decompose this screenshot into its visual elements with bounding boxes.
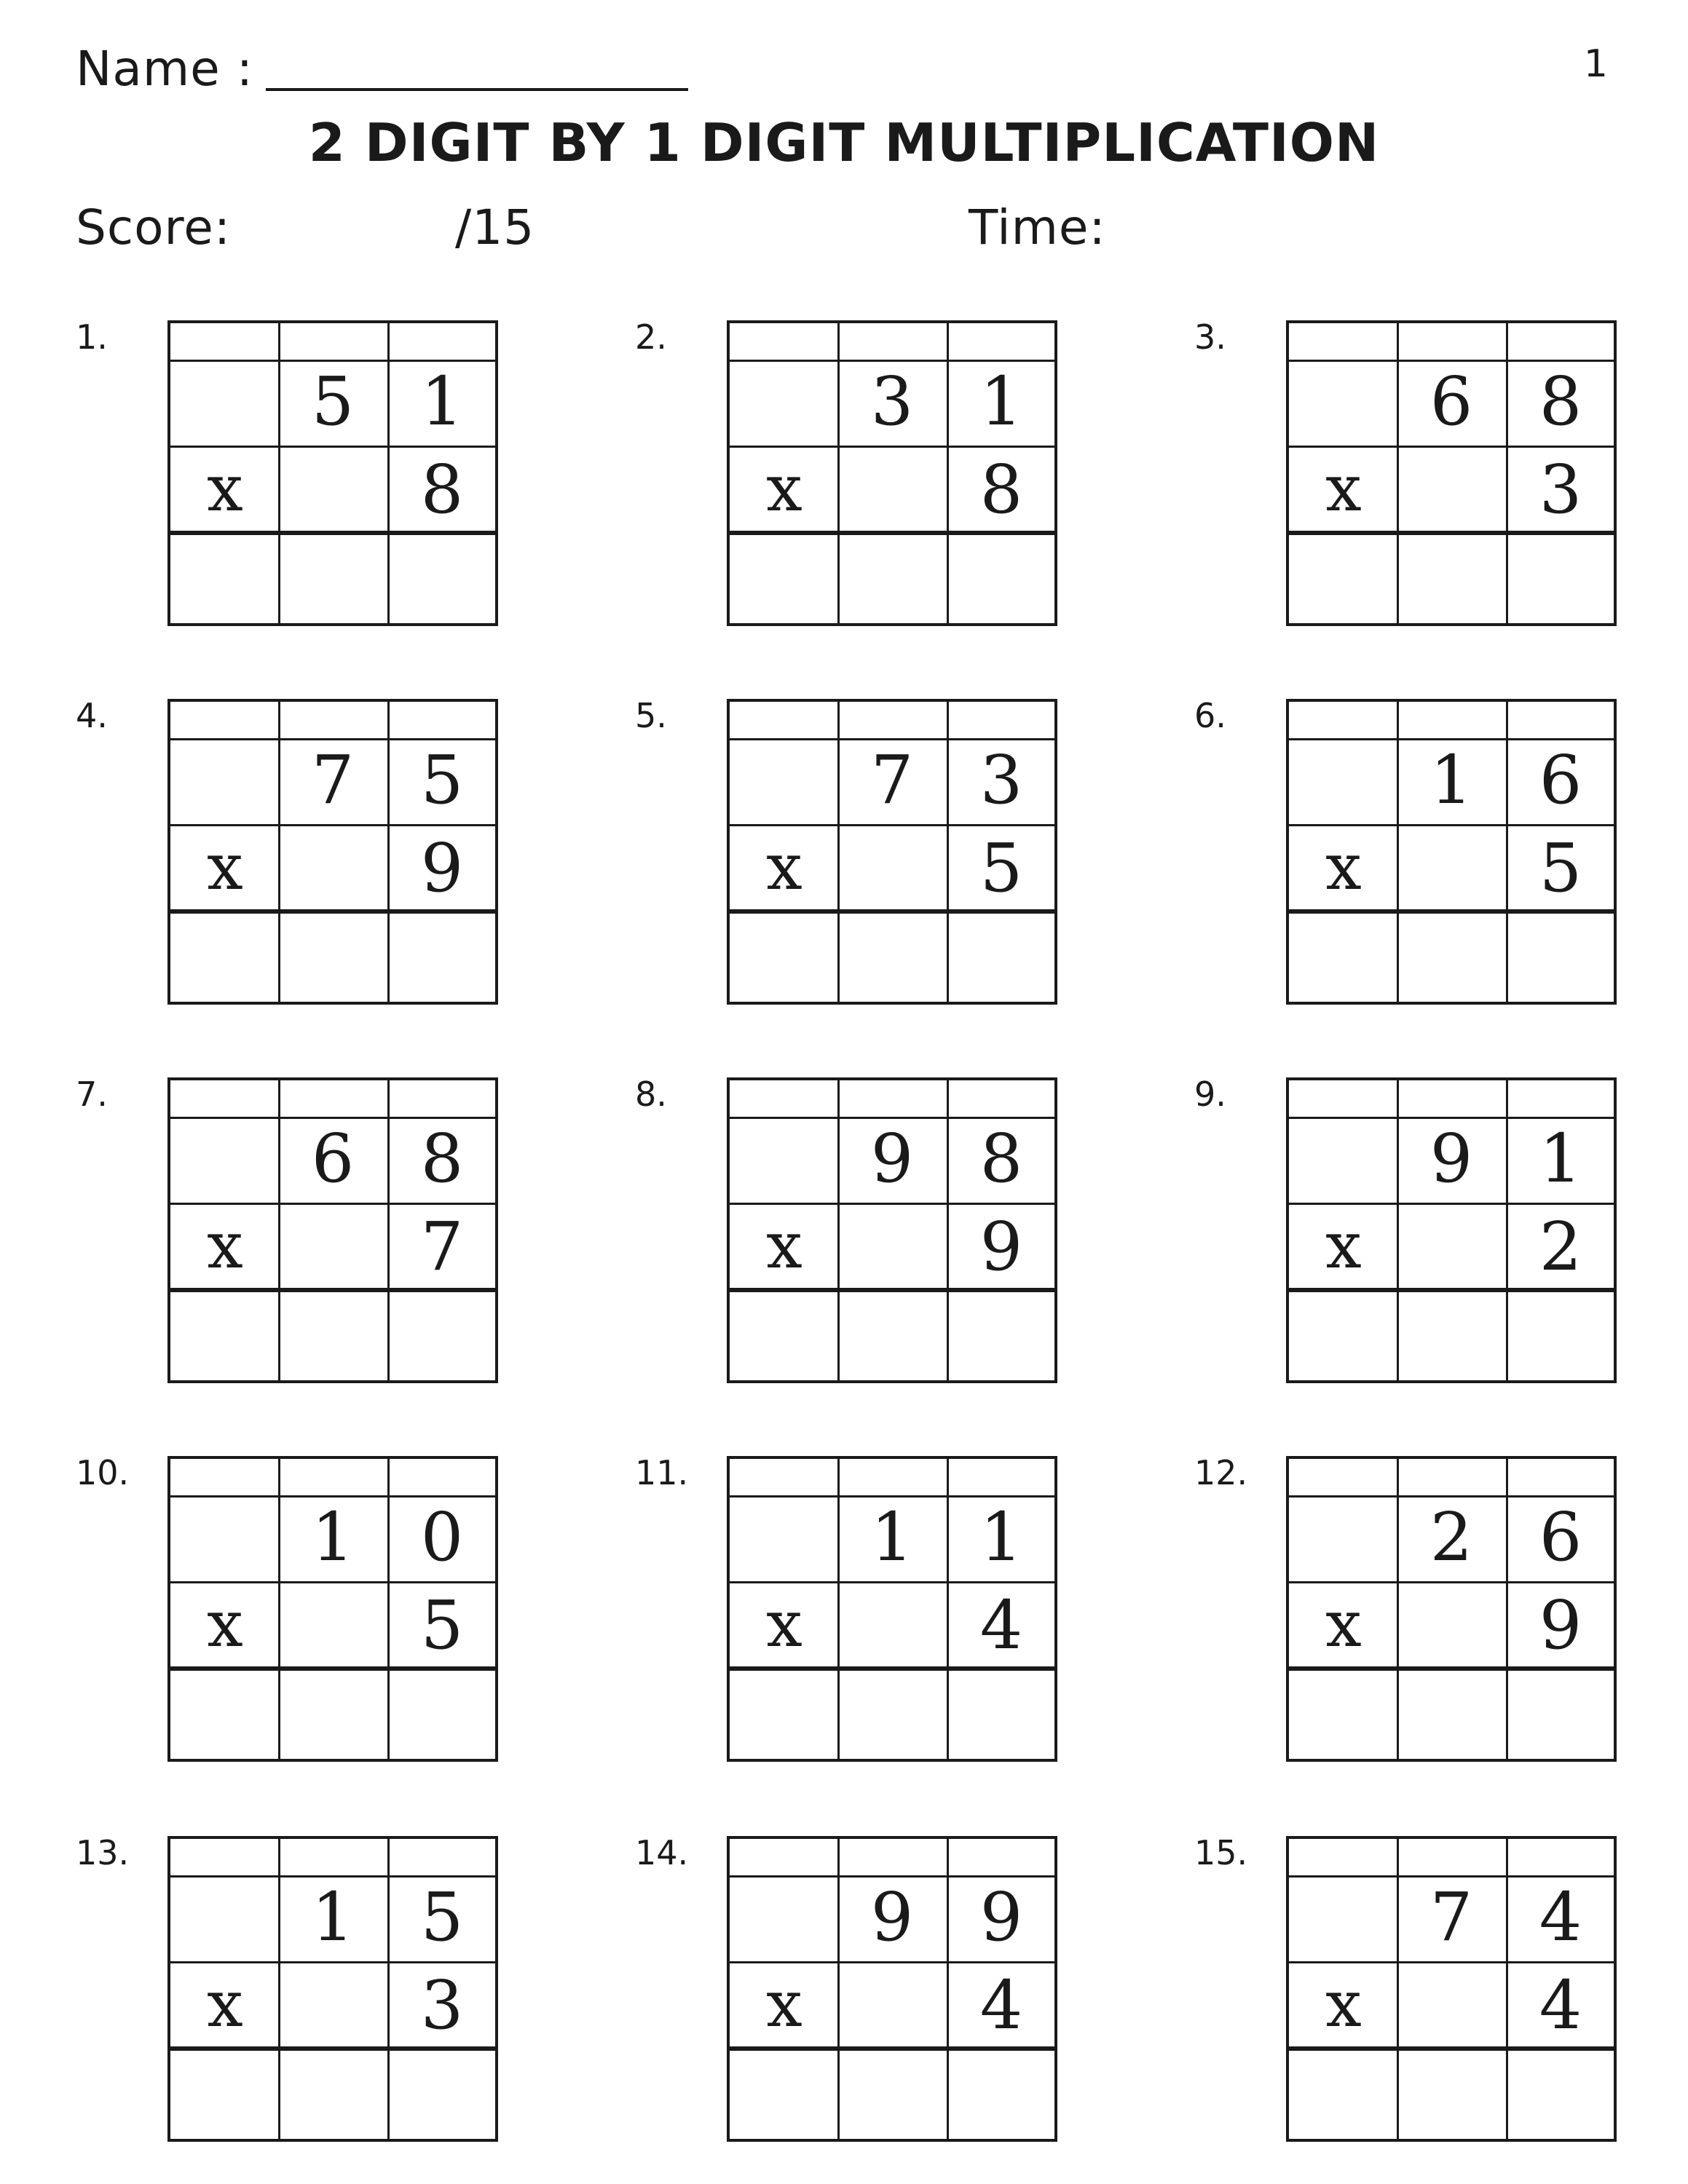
multiplier-digit: 9 (420, 829, 464, 907)
answer-grid[interactable] (167, 1456, 498, 1762)
score-total: /15 (455, 199, 535, 256)
tens-digit: 1 (1429, 741, 1473, 819)
problem-11 (635, 1453, 1145, 1769)
multiply-sign: x (207, 451, 243, 526)
ones-digit: 6 (1539, 741, 1582, 819)
ones-digit: 9 (979, 1878, 1023, 1956)
ones-digit: 0 (420, 1498, 464, 1576)
multiply-sign: x (1325, 451, 1362, 526)
grid-row-divider (1289, 446, 1614, 448)
ones-digit: 6 (1539, 1498, 1582, 1576)
answer-rule (170, 1666, 495, 1671)
multiply-sign: x (766, 1966, 802, 2041)
problem-number: 15. (1194, 1833, 1248, 1872)
problem-number: 12. (1194, 1453, 1248, 1492)
grid-row-divider (730, 1203, 1054, 1205)
problem-number: 2. (635, 317, 667, 357)
tens-digit: 7 (311, 741, 355, 819)
problem-10 (76, 1453, 585, 1769)
answer-grid[interactable] (1286, 320, 1617, 626)
tens-digit: 2 (1429, 1498, 1473, 1576)
problem-number: 10. (76, 1453, 130, 1492)
problem-number: 3. (1194, 317, 1226, 357)
problem-number: 5. (635, 696, 667, 735)
ones-digit: 1 (979, 363, 1023, 440)
multiply-sign: x (207, 1966, 243, 2041)
grid-row-divider (170, 1581, 495, 1583)
grid-row-divider (1289, 1117, 1614, 1119)
multiply-sign: x (766, 1208, 802, 1283)
answer-grid[interactable] (727, 1836, 1057, 2142)
multiply-sign: x (1325, 829, 1362, 904)
multiplier-digit: 9 (979, 1208, 1023, 1286)
problem-15 (1194, 1833, 1688, 2149)
answer-rule (170, 2046, 495, 2051)
ones-digit: 1 (1539, 1120, 1582, 1198)
answer-grid[interactable] (167, 1077, 498, 1383)
name-label: Name : (76, 41, 253, 97)
multiply-sign: x (207, 829, 243, 904)
grid-row-divider (170, 1495, 495, 1497)
multiplier-digit: 4 (979, 1586, 1023, 1664)
ones-digit: 5 (420, 1878, 464, 1956)
answer-rule (1289, 1666, 1614, 1671)
tens-digit: 7 (1429, 1878, 1473, 1956)
answer-grid[interactable] (727, 320, 1057, 626)
grid-row-divider (1289, 1875, 1614, 1878)
tens-digit: 9 (870, 1878, 914, 1956)
answer-grid[interactable] (167, 699, 498, 1005)
answer-rule (730, 1288, 1054, 1292)
tens-digit: 9 (1429, 1120, 1473, 1198)
problem-number: 14. (635, 1833, 689, 1872)
multiplier-digit: 5 (1539, 829, 1582, 907)
multiply-sign: x (207, 1208, 243, 1283)
grid-row-divider (730, 446, 1054, 448)
multiplier-digit: 3 (1539, 451, 1582, 529)
problem-3 (1194, 317, 1688, 633)
worksheet-title: 2 DIGIT BY 1 DIGIT MULTIPLICATION (308, 112, 1380, 173)
problem-number: 13. (76, 1833, 130, 1872)
answer-grid[interactable] (727, 1077, 1057, 1383)
answer-rule (730, 531, 1054, 535)
multiplier-digit: 7 (420, 1208, 464, 1286)
ones-digit: 3 (979, 741, 1023, 819)
answer-rule (730, 2046, 1054, 2051)
page-number: 1 (1583, 42, 1608, 86)
grid-row-divider (730, 1875, 1054, 1878)
multiplier-digit: 8 (979, 451, 1023, 529)
answer-grid[interactable] (1286, 1836, 1617, 2142)
multiply-sign: x (1325, 1586, 1362, 1661)
ones-digit: 1 (979, 1498, 1023, 1576)
grid-row-divider (1289, 824, 1614, 826)
multiplier-digit: 2 (1539, 1208, 1582, 1286)
grid-row-divider (1289, 1203, 1614, 1205)
multiplier-digit: 4 (1539, 1966, 1582, 2044)
answer-rule (1289, 531, 1614, 535)
problem-4 (76, 696, 585, 1012)
answer-rule (1289, 1288, 1614, 1292)
name-blank-line[interactable] (266, 88, 688, 91)
grid-row-divider (170, 1203, 495, 1205)
answer-rule (170, 1288, 495, 1292)
tens-digit: 5 (311, 363, 355, 440)
tens-digit: 1 (870, 1498, 914, 1576)
problem-5 (635, 696, 1145, 1012)
problem-number: 8. (635, 1075, 667, 1114)
grid-row-divider (730, 1495, 1054, 1497)
answer-rule (1289, 909, 1614, 914)
multiply-sign: x (1325, 1966, 1362, 2041)
answer-grid[interactable] (1286, 1456, 1617, 1762)
grid-row-divider (730, 824, 1054, 826)
grid-row-divider (170, 446, 495, 448)
tens-digit: 3 (870, 363, 914, 440)
answer-grid[interactable] (727, 1456, 1057, 1762)
problem-number: 9. (1194, 1075, 1226, 1114)
multiply-sign: x (766, 829, 802, 904)
grid-row-divider (730, 1581, 1054, 1583)
problem-9 (1194, 1077, 1688, 1390)
answer-grid[interactable] (167, 1836, 498, 2142)
problem-number: 4. (76, 696, 108, 735)
tens-digit: 6 (1429, 363, 1473, 440)
tens-digit: 1 (311, 1498, 355, 1576)
problem-7 (76, 1077, 585, 1390)
grid-row-divider (170, 824, 495, 826)
multiplier-digit: 5 (979, 829, 1023, 907)
tens-digit: 9 (870, 1120, 914, 1198)
problem-number: 11. (635, 1453, 689, 1492)
answer-rule (730, 909, 1054, 914)
multiply-sign: x (1325, 1208, 1362, 1283)
grid-row-divider (730, 1961, 1054, 1963)
grid-row-divider (730, 1117, 1054, 1119)
multiply-sign: x (207, 1586, 243, 1661)
problem-2 (635, 317, 1145, 633)
multiplier-digit: 9 (1539, 1586, 1582, 1664)
problem-number: 7. (76, 1075, 108, 1114)
problem-6 (1194, 696, 1688, 1012)
multiplier-digit: 5 (420, 1586, 464, 1664)
problem-14 (635, 1833, 1145, 2149)
grid-row-divider (170, 1117, 495, 1119)
grid-row-divider (170, 1961, 495, 1963)
problem-8 (635, 1077, 1145, 1390)
ones-digit: 8 (979, 1120, 1023, 1198)
problem-number: 6. (1194, 696, 1226, 735)
answer-grid[interactable] (1286, 1077, 1617, 1383)
grid-row-divider (170, 738, 495, 740)
multiply-sign: x (766, 1586, 802, 1661)
grid-row-divider (1289, 360, 1614, 362)
grid-row-divider (1289, 1495, 1614, 1497)
score-label: Score: (76, 199, 232, 256)
answer-grid[interactable] (727, 699, 1057, 1005)
grid-row-divider (730, 360, 1054, 362)
time-label: Time: (969, 199, 1106, 256)
answer-rule (170, 909, 495, 914)
problem-number: 1. (76, 317, 108, 357)
grid-row-divider (1289, 1961, 1614, 1963)
tens-digit: 7 (870, 741, 914, 819)
grid-row-divider (170, 360, 495, 362)
answer-rule (1289, 2046, 1614, 2051)
answer-grid[interactable] (1286, 699, 1617, 1005)
ones-digit: 4 (1539, 1878, 1582, 1956)
problem-1 (76, 317, 585, 633)
grid-row-divider (1289, 738, 1614, 740)
ones-digit: 1 (420, 363, 464, 440)
multiplier-digit: 4 (979, 1966, 1023, 2044)
ones-digit: 8 (420, 1120, 464, 1198)
grid-row-divider (170, 1875, 495, 1878)
problem-12 (1194, 1453, 1688, 1769)
ones-digit: 5 (420, 741, 464, 819)
multiply-sign: x (766, 451, 802, 526)
grid-row-divider (1289, 1581, 1614, 1583)
problem-13 (76, 1833, 585, 2149)
answer-grid[interactable] (167, 320, 498, 626)
multiplier-digit: 3 (420, 1966, 464, 2044)
tens-digit: 1 (311, 1878, 355, 1956)
ones-digit: 8 (1539, 363, 1582, 440)
tens-digit: 6 (311, 1120, 355, 1198)
answer-rule (730, 1666, 1054, 1671)
grid-row-divider (730, 738, 1054, 740)
answer-rule (170, 531, 495, 535)
multiplier-digit: 8 (420, 451, 464, 529)
